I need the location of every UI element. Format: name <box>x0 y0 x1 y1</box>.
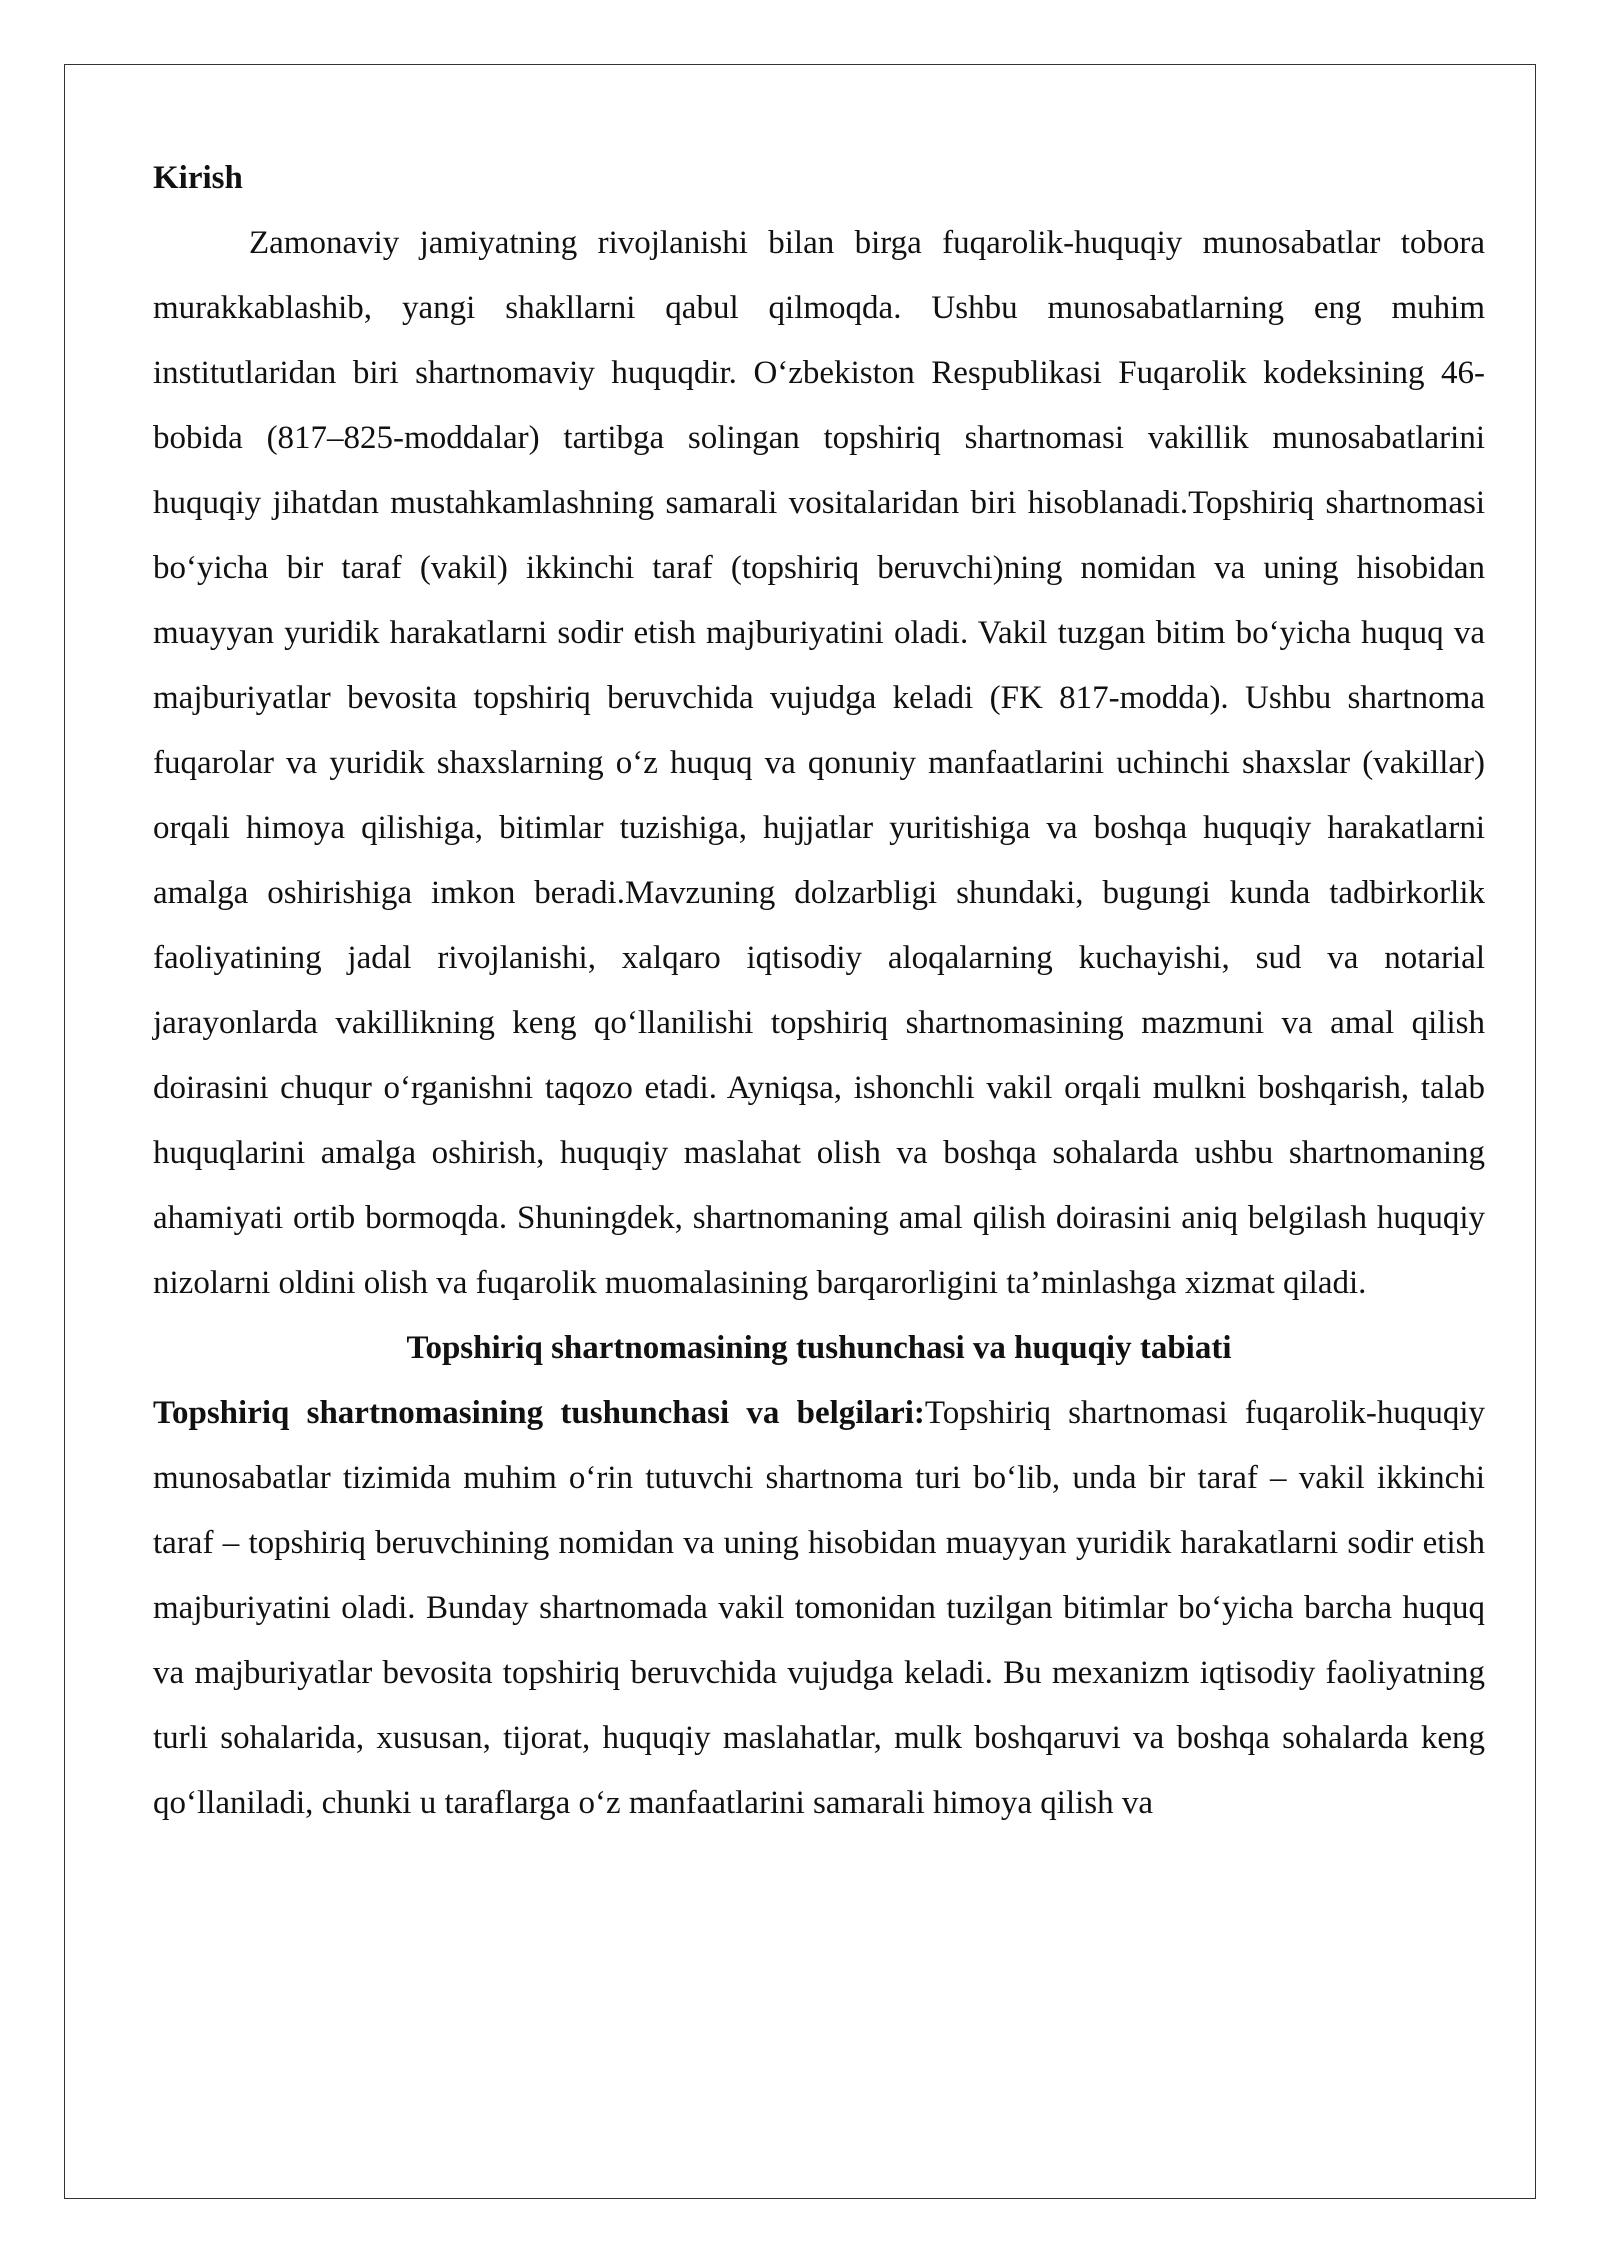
document-body <box>153 146 1485 1836</box>
section-heading: Topshiriq shartnomasining tushunchasi va huquqiy tabiati <box>406 1330 1232 1366</box>
subsection-text: Topshiriq shartnomasi fuqarolik-huquqiy munosabatlar tizimida muhim o‘rin tutuvchi shartnoma turi bo‘lib, unda bir taraf – vakil ikkinchi taraf – topshiriq beruvchining nomidan va uning hisobidan muayyan yuridik harakatlarni sodir etish majburiyatini oladi. Bunday shartnomada vakil tomonidan tuzilgan bitimlar bo‘yicha barcha huquq va majburiyatlar bevosita topshiriq beruvchida vujudga keladi. Bu mexanizm iqtisodiy faoliyatning turli sohalarida, xususan, tijorat, huquqiy maslahatlar, mulk boshqaruvi va boshqa sohalarda keng qo‘llaniladi, chunki u taraflarga o‘z manfaatlarini samarali himoya qilish va <box>153 1395 1485 1821</box>
intro-paragraph: Zamonaviy jamiyatning rivojlanishi bilan birga fuqarolik-huquqiy munosabatlar tobora murakkablashib, yangi shakllarni qabul qilmoqda. Ushbu munosabatlarning eng muhim institutlaridan biri shartnomaviy huquqdir. O‘zbekiston Respublikasi Fuqarolik kodeksining 46-bobida (817–825-moddalar) tartibga solingan topshiriq shartnomasi vakillik munosabatlarini huquqiy jihatdan mustahkamlashning samarali vositalaridan biri hisoblanadi.Topshiriq shartnomasi bo‘yicha bir taraf (vakil) ikkinchi taraf (topshiriq beruvchi)ning nomidan va uning hisobidan muayyan yuridik harakatlarni sodir etish majburiyatini oladi. Vakil tuzgan bitim bo‘yicha huquq va majburiyatlar bevosita topshiriq beruvchida vujudga keladi (FK 817-modda). Ushbu shartnoma fuqarolar va yuridik shaxslarning o‘z huquq va qonuniy manfaatlarini uchinchi shaxslar (vakillar) orqali himoya qilishiga, bitimlar tuzishiga, hujjatlar yuritishiga va boshqa huquqiy harakatlarni amalga oshirishiga imkon beradi.Mavzuning dolzarbligi shundaki, bugungi kunda tadbirkorlik faoliyatining jadal rivojlanishi, xalqaro iqtisodiy aloqalarning kuchayishi, sud va notarial jarayonlarda vakillikning keng qo‘llanilishi topshiriq shartnomasining mazmuni va amal qilish doirasini chuqur o‘rganishni taqozo etadi. Ayniqsa, ishonchli vakil orqali mulkni boshqarish, talab huquqlarini amalga oshirish, huquqiy maslahat olish va boshqa sohalarda ushbu shartnomaning ahamiyati ortib bormoqda. Shuningdek, shartnomaning amal qilish doirasini aniq belgilash huquqiy nizolarni oldini olish va fuqarolik muomalasining barqarorligini ta’minlashga xizmat qiladi. <box>153 225 1485 1301</box>
intro-heading: Kirish <box>153 160 243 196</box>
subsection-label: Topshiriq shartnomasining tushunchasi va belgilari: <box>153 1395 925 1431</box>
subsection-paragraph <box>153 1381 1485 1836</box>
